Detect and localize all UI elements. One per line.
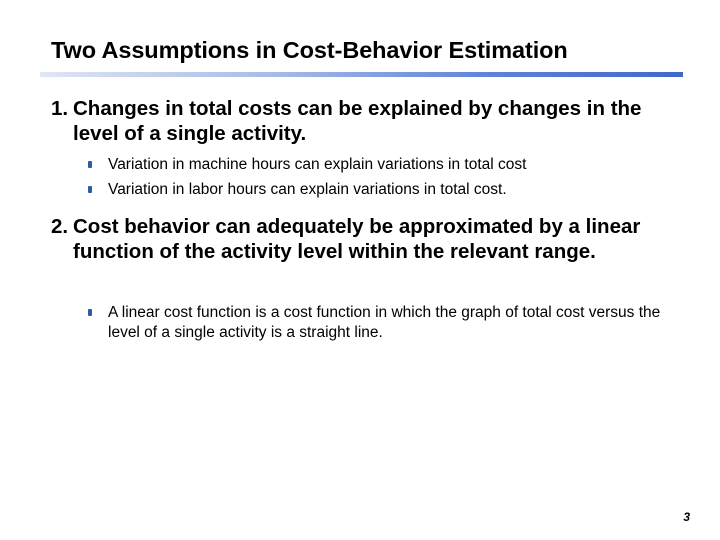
bullet-icon bbox=[88, 186, 92, 193]
assumption-1-bullet-2 bbox=[88, 180, 688, 200]
bullet-icon bbox=[88, 161, 92, 168]
slide-title: Two Assumptions in Cost-Behavior Estimation bbox=[51, 37, 568, 63]
bullet-text: A linear cost function is a cost function in which the graph of total cost versus the level of a single activity is a straight line. bbox=[108, 304, 661, 341]
assumption-2-text: Cost behavior can adequately be approximated by a linear function of the activity level within the relevant range. bbox=[73, 215, 641, 263]
bullet-text: Variation in machine hours can explain variations in total cost bbox=[108, 156, 527, 173]
assumption-1-bullet-1 bbox=[88, 155, 688, 175]
assumption-2-bullet-1 bbox=[88, 303, 688, 343]
assumption-2-number: 2. bbox=[51, 215, 69, 238]
assumption-2 bbox=[51, 214, 691, 264]
title-underline bbox=[40, 72, 683, 77]
bullet-icon bbox=[88, 309, 92, 316]
bullet-text: Variation in labor hours can explain variations in total cost. bbox=[108, 181, 507, 198]
assumption-1-text: Changes in total costs can be explained by changes in the level of a single activity. bbox=[73, 97, 642, 145]
assumption-1-number: 1. bbox=[51, 97, 69, 120]
assumption-1 bbox=[51, 96, 691, 146]
page-number: 3 bbox=[683, 510, 690, 524]
